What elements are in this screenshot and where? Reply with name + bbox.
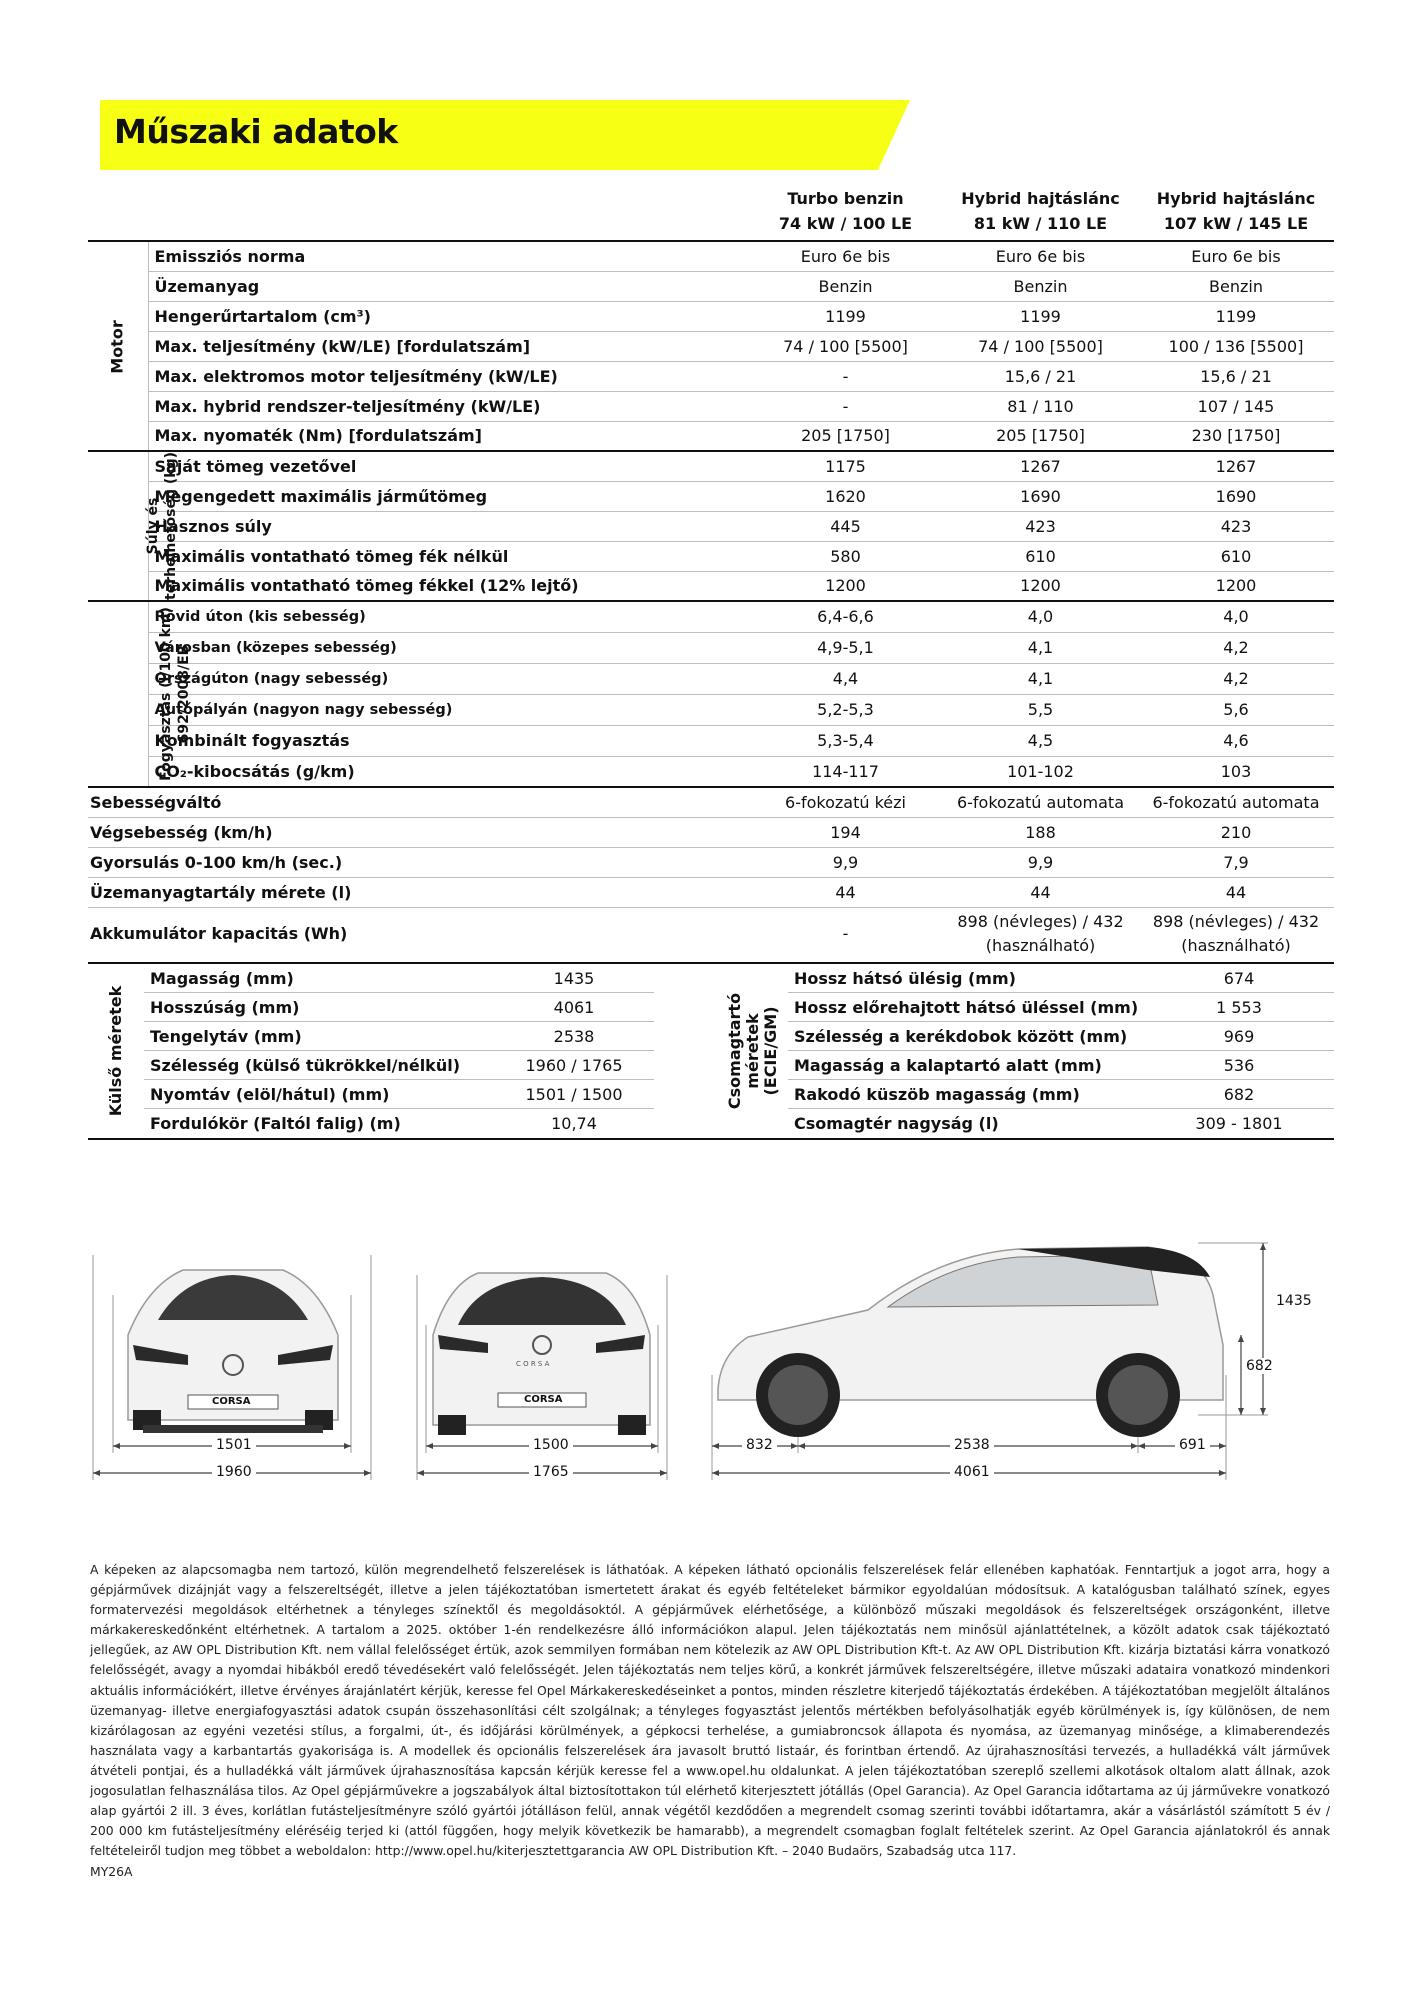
lug-row: Rakodó küszöb magasság (mm) 682 — [788, 1080, 1334, 1109]
dim-length: 4061 — [950, 1464, 994, 1480]
luggage-dimensions — [718, 964, 1334, 1138]
spec-row: Városban (közepes sebesség) 4,9-5,1 4,1 4,2 — [88, 632, 1334, 663]
dim-rear-width: 1765 — [529, 1464, 573, 1480]
dim-wheelbase: 2538 — [950, 1437, 994, 1453]
spec-row: Max. teljesítmény (kW/LE) [fordulatszám] 74 / 100 [5500] 74 / 100 [5500] 100 / 136 [5500] — [88, 331, 1334, 361]
spec-row: Fogyasztás (l/100 km) 692/2008/EB Rövid úton (kis sebesség) 6,4-6,6 4,0 4,0 — [88, 601, 1334, 632]
spec-row: Max. elektromos motor teljesítmény (kW/LE) - 15,6 / 21 15,6 / 21 — [88, 361, 1334, 391]
title-banner — [100, 100, 910, 170]
ext-row: Hosszúság (mm) 4061 — [144, 993, 654, 1022]
page-title: Műszaki adatok — [114, 112, 398, 151]
dim-overhang-rear: 691 — [1175, 1437, 1210, 1453]
lug-row: Hossz előrehajtott hátsó üléssel (mm) 1 553 — [788, 993, 1334, 1022]
spec-row: Hengerűrtartalom (cm³) 1199 1199 1199 — [88, 301, 1334, 331]
spec-row: Gyorsulás 0-100 km/h (sec.) 9,9 9,9 7,9 — [88, 847, 1334, 877]
spec-row: Maximális vontatható tömeg fékkel (12% lejtő) 1200 1200 1200 — [88, 571, 1334, 601]
lug-row: Magasság a kalaptartó alatt (mm) 536 — [788, 1051, 1334, 1080]
model-code: MY26A — [90, 1864, 133, 1879]
front-plate: CORSA — [212, 1396, 251, 1407]
ext-row: Nyomtáv (elöl/hátul) (mm) 1501 / 1500 — [144, 1080, 654, 1109]
lug-row: Szélesség a kerékdobok között (mm) 969 — [788, 1022, 1334, 1051]
column-header-3: Hybrid hajtáslánc 107 kW / 145 LE — [1138, 186, 1334, 241]
rear-badge: C O R S A — [516, 1360, 550, 1368]
dim-front-track: 1501 — [212, 1437, 256, 1453]
spec-row: Üzemanyagtartály mérete (l) 44 44 44 — [88, 877, 1334, 907]
car-drawing-svg — [88, 1215, 1334, 1510]
spec-row: Hasznos súly 445 423 423 — [88, 511, 1334, 541]
disclaimer-text: A képeken az alapcsomagba nem tartozó, külön megrendelhető felszerelések is láthatóak. A képeken látható opcionális felszerelések felár ellenében kaphatóak. Fenntartjuk a jogot arra, hogy a gépjárművek dizájnját vagy a felszereltségét, illetve a jelen tájékoztatóban ismertetett árakat és egyéb feltételeket bármikor egyoldalúan módosítsuk. A katalógusban található színek, egyes formatervezési megoldások eltérhetnek a tényleges színektől és megoldásoktól. A gépjárművek elérhetősége, a különböző műszaki megoldások és felszereltségek országonként, illetve márkakereskedőnként eltérhetnek. A tartalom a 2025. október 1-én rendelkezésre álló információkon alapul. Jelen tájékoztatás nem minősül ajánlattételnek, a közölt adatok csak tájékoztató jellegűek, az AW OPL Distribution Kft. nem vállal felelősséget értük, azok semmilyen formában nem kötelezik az AW OPL Distribution Kft-t. Az AW OPL Distribution Kft. kizárja biztatási kárra vonatkozó felelősségét, avagy a nyomdai hibákból eredő tévedésekért való felelősségét. Jelen tájékoztatás nem teljes körű, a konkrét járművek felszereltségére, illetve műszaki adataira vonatkozó mindenkori aktuális információkért, illetve érvényes árajánlatért kérjük, keresse fel Opel Márkakereskedéseinket a pontos, minden részletre kiterjedő tájékoztatás érdekében. A tájékoztatóban megjelölt általános üzemanyag- illetve energiafogyasztási adatok csupán összehasonlítási célt szolgálnak; a tényleges fogyasztást jelentős mértékben befolyásolhatják egyéb körülmények is, így különösen, de nem kizárólagosan az egyéni vezetési stílus, a forgalmi, út-, és időjárási körülmények, a gépkocsi terhelése, a gumiabroncsok állapota és nyomása, az üzemanyag minősége, a klimaberendezés használata vagy a karbantartás gyakorisága is. A modellek és opcionális felszerelések ára javasolt bruttó listaár, és forintban értendő. Az újrahasznosítási tervezés, a hulladékká vált járművek átvételi pontjai, és a hulladékká vált járművek újrahasznosítása kapcsán kérjük keresse fel a www.opel.hu oldalunkat. A jelen tájékoztatóban szereplő szellemi alkotások oltalom alatt állnak, azok jogosulatlan felhasználása tilos. Az Opel gépjárművekre a jogszabályok által biztosítottakon túl elérhető kiterjesztett jótállás (Opel Garancia). Az Opel Garancia időtartama az új járművekre vonatkozó alap gyártói 2 ill. 3 éves, korlátlan futásteljesítményre szóló gyártói jótálláson felül, annak végétől kezdődően a megrendelt csomag szerinti további időtartamra, akár a vásárlástól számított 5 év / 200 000 km futásteljesítmény eléréséig terjed ki (attól függően, hogy melyik következik be hamarabb), a megrendelt csomagban foglalt feltételek szerint. Az Opel Garancia ajánlatokról és annak feltételeiről tudjon meg többet a weboldalon: http://www.opel.hu/kiterjesztettgarancia AW OPL Distribution Kft. – 2040 Budaörs, Szabadság utca 117. — [90, 1562, 1330, 1859]
group-motor: Motor — [88, 241, 148, 451]
spec-row: Üzemanyag Benzin Benzin Benzin — [88, 271, 1334, 301]
spec-row: Végsebesség (km/h) 194 188 210 — [88, 817, 1334, 847]
rear-plate: CORSA — [524, 1394, 563, 1405]
spec-row: Max. nyomaték (Nm) [fordulatszám] 205 [1750] 205 [1750] 230 [1750] — [88, 421, 1334, 451]
spec-row: Max. hybrid rendszer-teljesítmény (kW/LE) - 81 / 110 107 / 145 — [88, 391, 1334, 421]
column-header-row — [88, 186, 1334, 241]
dim-front-width: 1960 — [212, 1464, 256, 1480]
ext-row: Szélesség (külső tükrökkel/nélkül) 1960 / 1765 — [144, 1051, 654, 1080]
group-fuel: Fogyasztás (l/100 km) 692/2008/EB — [88, 601, 148, 787]
column-header-2: Hybrid hajtáslánc 81 kW / 110 LE — [943, 186, 1138, 241]
spec-row: Sebességváltó 6-fokozatú kézi 6-fokozatú automata 6-fokozatú automata — [88, 787, 1334, 817]
dim-overhang-front: 832 — [742, 1437, 777, 1453]
spec-row: Országúton (nagy sebesség) 4,4 4,1 4,2 — [88, 663, 1334, 694]
spec-row: CO₂-kibocsátás (g/km) 114-117 101-102 103 — [88, 756, 1334, 787]
car-side-view — [718, 1247, 1223, 1437]
exterior-dimensions — [88, 964, 654, 1138]
ext-row: Magasság (mm) 1435 — [144, 964, 654, 993]
car-drawings — [88, 1215, 1334, 1510]
spec-row: Kombinált fogyasztás 5,3-5,4 4,5 4,6 — [88, 725, 1334, 756]
ext-row: Fordulókör (Faltól falig) (m) 10,74 — [150, 1114, 597, 1133]
lug-row: Hossz hátsó ülésig (mm) 674 — [788, 964, 1334, 993]
dim-height: 1435 — [1272, 1293, 1316, 1309]
dim-sill-height: 682 — [1242, 1358, 1277, 1374]
spec-row: Megengedett maximális járműtömeg 1620 1690 1690 — [88, 481, 1334, 511]
dim-rear-track: 1500 — [529, 1437, 573, 1453]
spec-row: Súly és terhelhetőség (kg) Saját tömeg vezetővel 1175 1267 1267 — [88, 451, 1334, 481]
car-rear-view — [433, 1273, 650, 1435]
spec-row-battery: Akkumulátor kapacitás (Wh) - 898 (névleges) / 432 (használható) 898 (névleges) / 432 (használható) — [90, 912, 1320, 956]
car-front-view — [128, 1270, 338, 1433]
group-weight: Súly és terhelhetőség (kg) — [88, 451, 148, 601]
exterior-group-label: Külső méretek — [106, 985, 126, 1117]
spec-row: Autópályán (nagyon nagy sebesség) 5,2-5,3 5,5 5,6 — [88, 694, 1334, 725]
specs-table — [88, 186, 1334, 961]
spec-row: Motor Emissziós norma Euro 6e bis Euro 6e bis Euro 6e bis — [88, 241, 1334, 271]
ext-row: Tengelytáv (mm) 2538 — [144, 1022, 654, 1051]
dimensions-section — [88, 962, 1334, 1140]
luggage-group-label: Csomagtartó méretek (ECIE/GM) — [725, 992, 780, 1110]
column-header-1: Turbo benzin 74 kW / 100 LE — [748, 186, 943, 241]
spec-row: Maximális vontatható tömeg fék nélkül 580 610 610 — [88, 541, 1334, 571]
lug-row: Csomagtér nagyság (l) 309 - 1801 — [794, 1114, 1283, 1133]
